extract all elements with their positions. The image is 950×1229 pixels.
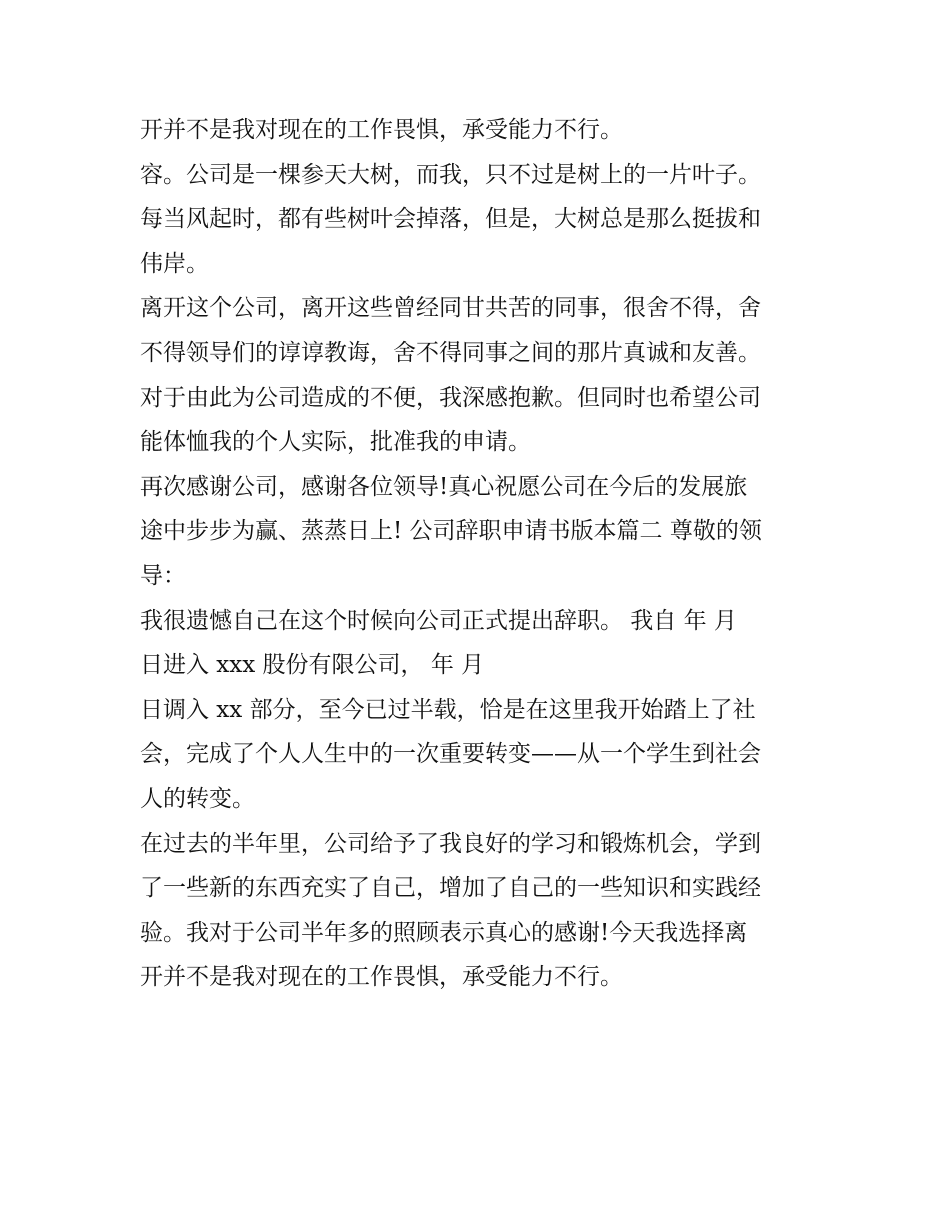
text-line: 每当风起时，都有些树叶会掉落，但是，大树总是那么挺拔和 <box>140 206 761 233</box>
text-line: 日调入 xx 部分，至今已过半载，恰是在这里我开始踏上了社 <box>140 696 756 723</box>
text-line: 对于由此为公司造成的不便，我深感抱歉。但同时也希望公司 <box>140 384 761 411</box>
text-line: 导： <box>140 562 186 589</box>
text-line: 人的转变。 <box>140 785 255 812</box>
text-line: 会，完成了个人人生中的一次重要转变——从一个学生到社会 <box>140 741 761 768</box>
text-line: 途中步步为赢、蒸蒸日上! 公司辞职申请书版本篇二 尊敬的领 <box>140 518 762 545</box>
text-line: 了一些新的东西充实了自己，增加了自己的一些知识和实践经 <box>140 875 761 902</box>
text-line: 不得领导们的谆谆教诲，舍不得同事之间的那片真诚和友善。 <box>140 339 761 366</box>
text-line: 离开这个公司，离开这些曾经同甘共苦的同事，很舍不得，舍 <box>140 295 761 322</box>
text-line: 能体恤我的个人实际，批准我的申请。 <box>140 429 531 456</box>
text-line: 日进入 xxx 股份有限公司， 年 月 <box>140 652 485 679</box>
text-line: 再次感谢公司，感谢各位领导!真心祝愿公司在今后的发展旅 <box>140 473 748 500</box>
text-line: 我很遗憾自己在这个时候向公司正式提出辞职。 我自 年 月 <box>140 607 737 634</box>
text-line: 开并不是我对现在的工作畏惧，承受能力不行。 <box>140 964 623 991</box>
text-line: 开并不是我对现在的工作畏惧，承受能力不行。 <box>140 117 623 143</box>
text-line: 容。公司是一棵参天大树，而我，只不过是树上的一片叶子。 <box>140 161 761 188</box>
document-body <box>140 108 820 1000</box>
text-line: 在过去的半年里，公司给予了我良好的学习和锻炼机会，学到 <box>140 830 761 857</box>
text-line: 验。我对于公司半年多的照顾表示真心的感谢!今天我选择离 <box>140 919 748 946</box>
text-line: 伟岸。 <box>140 250 209 277</box>
